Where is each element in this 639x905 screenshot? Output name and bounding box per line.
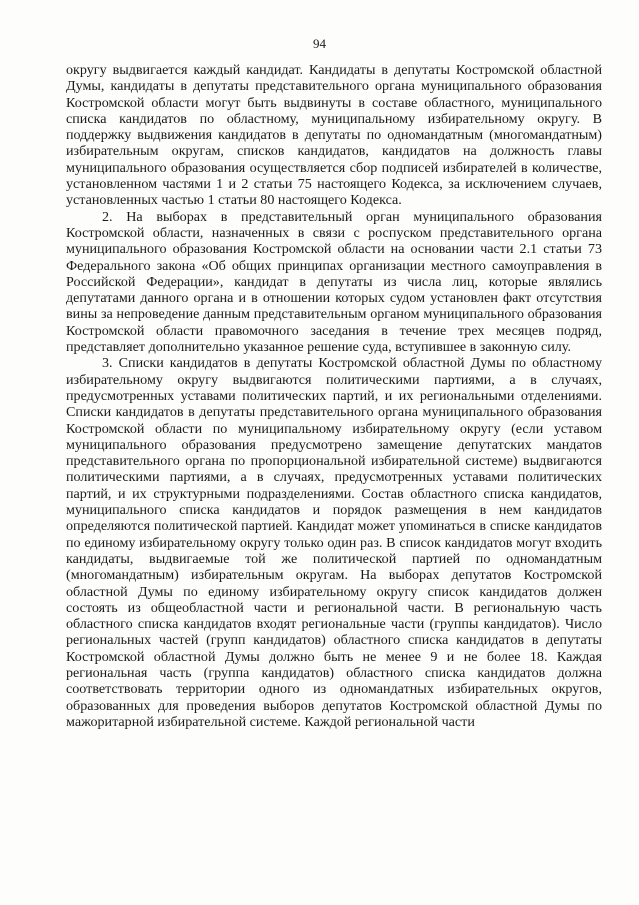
paragraph-continuation: округу выдвигается каждый кандидат. Кандидаты в депутаты Костромской областной Думы, кандидаты в депутаты представительного органа муниципального образования Костромской области могут быть выдвинуты в составе областного, муниципального списка кандидатов по областному, муниципальному избирательному округу. В поддержку выдвижения кандидатов в депутаты по одномандатным (многомандатным) избирательным округам, списков кандидатов, кандидатов на должность главы муниципального образования осуществляется сбор подписей избирателей в количестве, установленном частями 1 и 2 статьи 75 настоящего Кодекса, за исключением случаев, установленных частью 1 статьи 80 настоящего Кодекса. <box>66 62 602 209</box>
paragraph-item-2: 2. На выборах в представительный орган муниципального образования Костромской области, назначенных в связи с роспуском представительного органа муниципального образования Костромской области на основании части 2.1 статьи 73 Федерального закона «Об общих принципах организации местного самоуправления в Российской Федерации», кандидат в депутаты из числа лиц, которые являлись депутатами данного органа и в отношении которых судом установлен факт отсутствия вины за непроведение данным представительным органом муниципального образования Костромской области правомочного заседания в течение трех месяцев подряд, представляет дополнительно указанное решение суда, вступившее в законную силу. <box>66 208 602 356</box>
page-number: 94 <box>313 36 326 51</box>
paragraph-item-3: 3. Списки кандидатов в депутаты Костромской областной Думы по областному избирательному округу выдвигаются политическими партиями, а в случаях, предусмотренных уставами политических партий, и их региональными отделениями. Списки кандидатов в депутаты представительного органа муниципального образования Костромской области по муниципальному избирательному округу (если уставом муниципального образования предусмотрено замещение депутатских мандатов представительного органа по пропорциональной избирательной системе) выдвигаются политическими партиями, а в случаях, предусмотренных уставами политических партий, и их структурными подразделениями. Состав областного списка кандидатов, муниципального списка кандидатов и порядок размещения в нем кандидатов определяются политической партией. Кандидат может упоминаться в списке кандидатов по единому избирательному округу только один раз. В список кандидатов могут входить кандидаты, выдвигаемые той же политической партией по одномандатным (многомандатным) избирательным округам. На выборах депутатов Костромской областной Думы по единому избирательному округу список кандидатов должен состоять из общеобластной части и региональной части. В региональную часть областного списка кандидатов входят региональные части (группы кандидатов). Число региональных частей (групп кандидатов) областного списка кандидатов в депутаты Костромской областной Думы должно быть не менее 9 и не более 18. Каждая региональная часть (группа кандидатов) областного списка кандидатов должна соответствовать территории одного из одномандатных избирательных округов, образованных для проведения выборов депутатов Костромской областной Думы по мажоритарной избирательной системе. Каждой региональной части <box>66 355 602 730</box>
document-body <box>66 62 602 730</box>
